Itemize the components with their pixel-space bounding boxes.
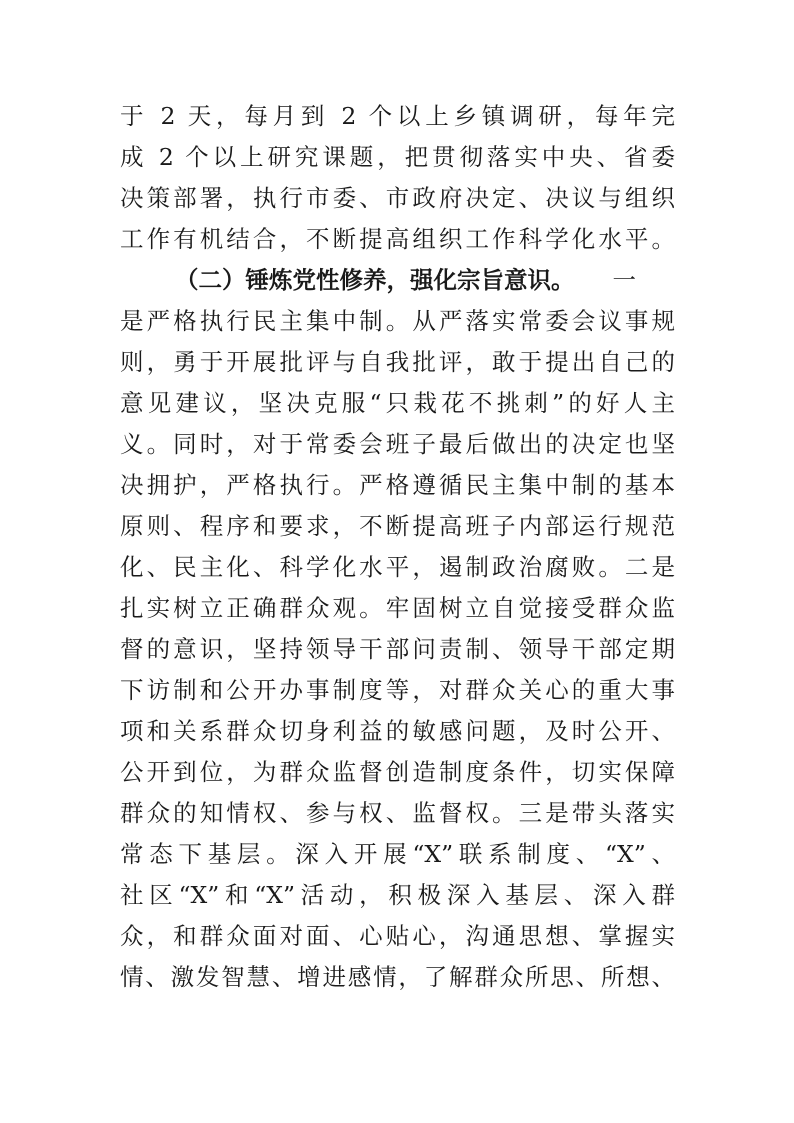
text-line: 则，勇于开展批评与自我批评，敢于提出自己的 [120, 348, 675, 376]
text-line: 群众的知情权、参与权、监督权。三是带头落实 [120, 799, 675, 827]
section-heading: （二）锤炼党性修养，强化宗旨意识。 [175, 266, 575, 294]
text-line: 情、激发智慧、增进感情，了解群众所思、所想、 [120, 963, 675, 991]
heading-tail-text: 一 [612, 266, 636, 294]
text-line: 于 2 天，每月到 2 个以上乡镇调研，每年完 [120, 102, 675, 130]
text-line: 成 2 个以上研究课题，把贯彻落实中央、省委 [120, 143, 675, 171]
text-line: 原则、程序和要求，不断提高班子内部运行规范 [120, 512, 675, 540]
text-line: 决策部署，执行市委、市政府决定、决议与组织 [120, 184, 675, 212]
section-heading-line [120, 263, 675, 297]
text-line: 扎实树立正确群众观。牢固树立自觉接受群众监 [120, 594, 675, 622]
text-line: 意见建议，坚决克服“只栽花不挑刺”的好人主 [120, 389, 675, 417]
text-line: 下访制和公开办事制度等，对群众关心的重大事 [120, 676, 675, 704]
text-line: 督的意识，坚持领导干部问责制、领导干部定期 [120, 635, 675, 663]
text-line: 义。同时，对于常委会班子最后做出的决定也坚 [120, 430, 675, 458]
text-line: 常态下基层。深入开展“X”联系制度、“X”、 [120, 840, 675, 868]
text-line: 工作有机结合，不断提高组织工作科学化水平。 [120, 225, 675, 253]
text-line: 社区“X”和“X”活动，积极深入基层、深入群 [120, 881, 675, 909]
text-line: 是严格执行民主集中制。从严落实常委会议事规 [120, 307, 675, 335]
text-line: 项和关系群众切身利益的敏感问题，及时公开、 [120, 717, 675, 745]
text-line: 决拥护，严格执行。严格遵循民主集中制的基本 [120, 471, 675, 499]
text-line: 众，和群众面对面、心贴心，沟通思想、掌握实 [120, 922, 675, 950]
text-line: 公开到位，为群众监督创造制度条件，切实保障 [120, 758, 675, 786]
text-line: 化、民主化、科学化水平，遏制政治腐败。二是 [120, 553, 675, 581]
